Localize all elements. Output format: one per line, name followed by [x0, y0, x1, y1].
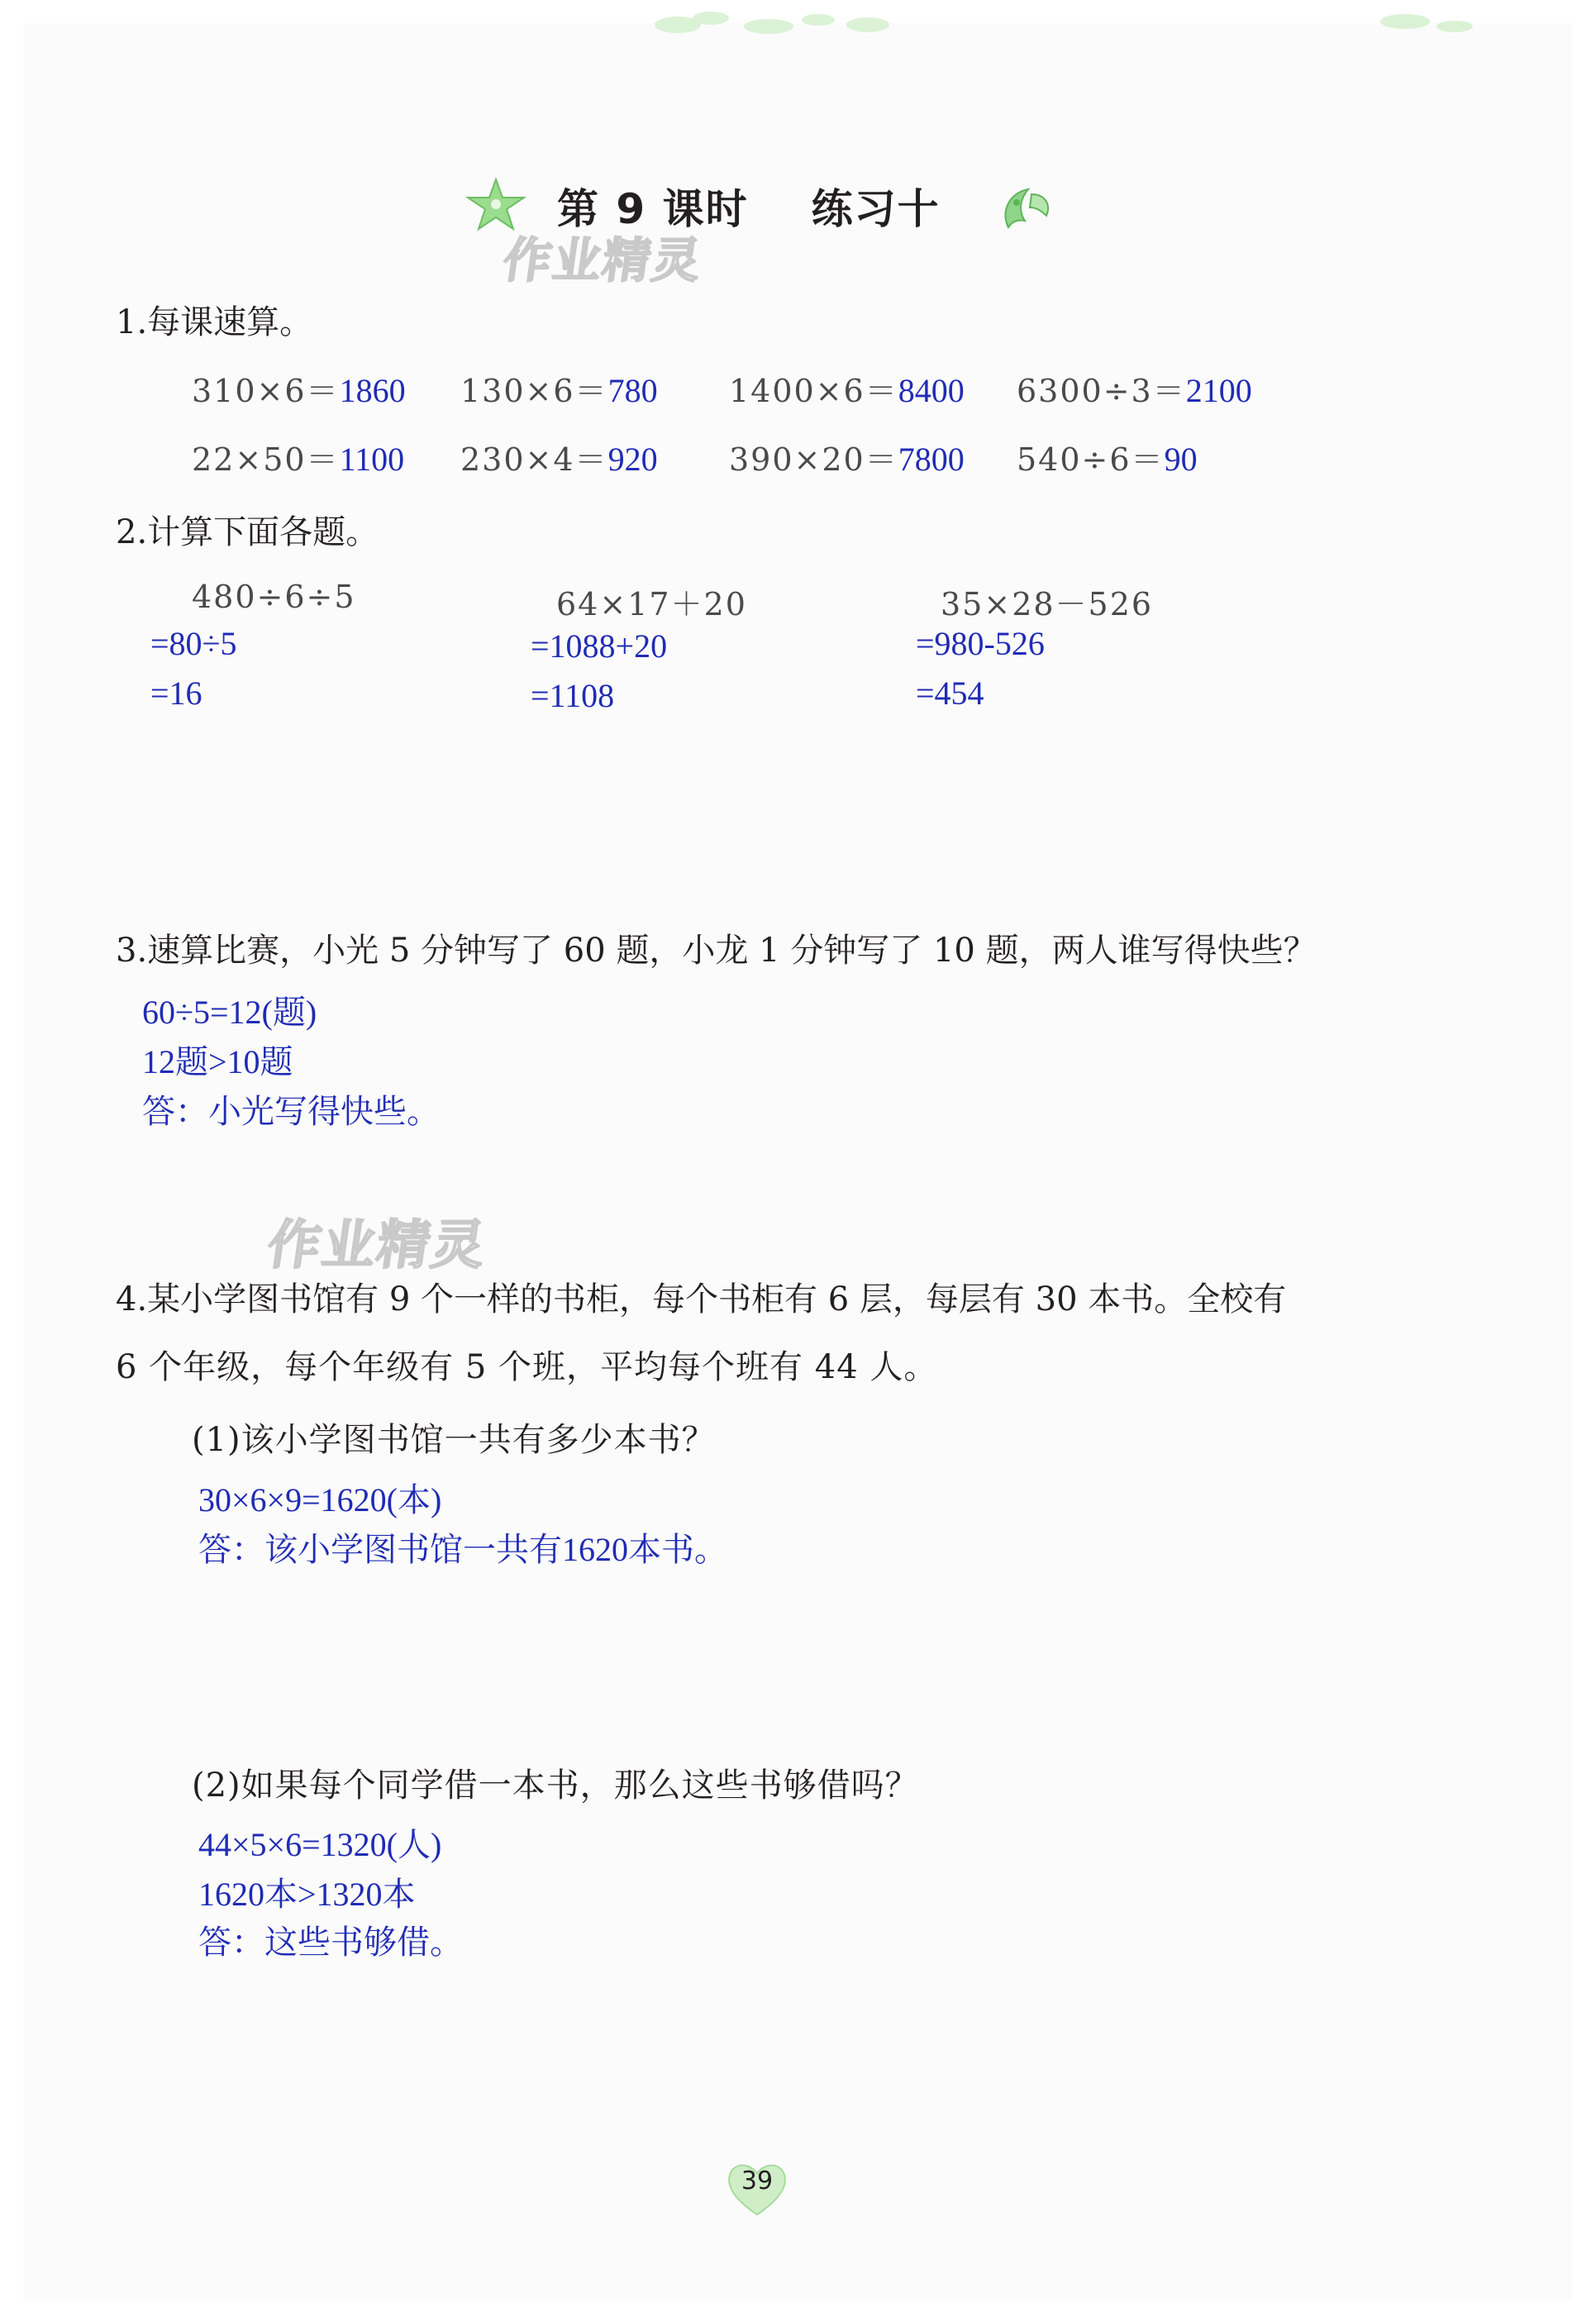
top-leaf-decoration	[0, 0, 1596, 58]
subquestion-2: (2)如果每个同学借一本书，那么这些书够借吗？	[192, 1767, 919, 1805]
answer: 8400	[898, 372, 965, 409]
leaf-swirl-icon	[992, 178, 1058, 236]
answer-line: 1620本>1320本	[198, 1876, 416, 1913]
question-4-title-cont: 6 个年级，每个年级有 5 个班，平均每个班有 44 人。	[116, 1348, 938, 1386]
page-number-badge	[723, 2153, 791, 2221]
calc-item: 230×4＝920	[460, 441, 658, 478]
page-number: 39	[741, 2167, 774, 2196]
lesson-header	[0, 169, 1596, 244]
work-step: =1108	[531, 677, 615, 714]
work-step: =980-526	[916, 625, 1045, 662]
calc-item: 6300÷3＝2100	[1017, 372, 1252, 409]
expression: 35×28－526	[941, 586, 1154, 622]
question-1-title: 1.每课速算。	[116, 303, 313, 341]
calc-item: 390×20＝7800	[729, 441, 965, 478]
work-step: =80÷5	[150, 625, 237, 662]
answer-line: 12题>10题	[142, 1043, 293, 1080]
expression: 480÷6÷5	[192, 579, 356, 615]
answer-line: 30×6×9=1620(本)	[198, 1481, 442, 1519]
answer-statement: 答：小光写得快些。	[142, 1093, 440, 1130]
calc-item: 310×6＝1860	[192, 372, 406, 409]
question-3-title: 3.速算比赛，小光 5 分钟写了 60 题，小龙 1 分钟写了 10 题，两人谁写得快些？	[116, 932, 1317, 970]
answer: 780	[607, 372, 658, 409]
lesson-name: 练习十	[811, 185, 941, 233]
question-2-title: 2.计算下面各题。	[116, 513, 379, 551]
answer-statement: 答：这些书够借。	[198, 1924, 463, 1961]
answer: 2100	[1185, 372, 1252, 409]
lesson-number: 第 9 课时	[557, 185, 749, 233]
watermark: 作业精灵	[263, 1215, 491, 1276]
answer: 1100	[339, 441, 405, 478]
watermark: 作业精灵	[499, 232, 707, 288]
answer: 90	[1164, 441, 1198, 478]
expression: 64×17＋20	[556, 586, 747, 622]
answer: 1860	[339, 372, 406, 409]
answer-statement: 答：该小学图书馆一共有1620本书。	[198, 1531, 727, 1568]
work-step: =16	[150, 675, 202, 712]
calc-item: 540÷6＝90	[1017, 441, 1198, 478]
answer: 7800	[898, 441, 965, 478]
answer-line: 44×5×6=1320(人)	[198, 1826, 442, 1863]
question-4-title: 4.某小学图书馆有 9 个一样的书柜，每个书柜有 6 层，每层有 30 本书。全校有	[116, 1280, 1287, 1318]
work-step: =1088+20	[531, 627, 668, 665]
answer: 920	[607, 441, 658, 478]
answer-line: 60÷5=12(题)	[142, 994, 317, 1031]
subquestion-1: (1)该小学图书馆一共有多少本书？	[192, 1421, 716, 1459]
calc-item: 1400×6＝8400	[729, 372, 965, 409]
calc-item: 22×50＝1100	[192, 441, 405, 478]
work-step: =454	[916, 675, 984, 712]
calc-item: 130×6＝780	[460, 372, 658, 409]
